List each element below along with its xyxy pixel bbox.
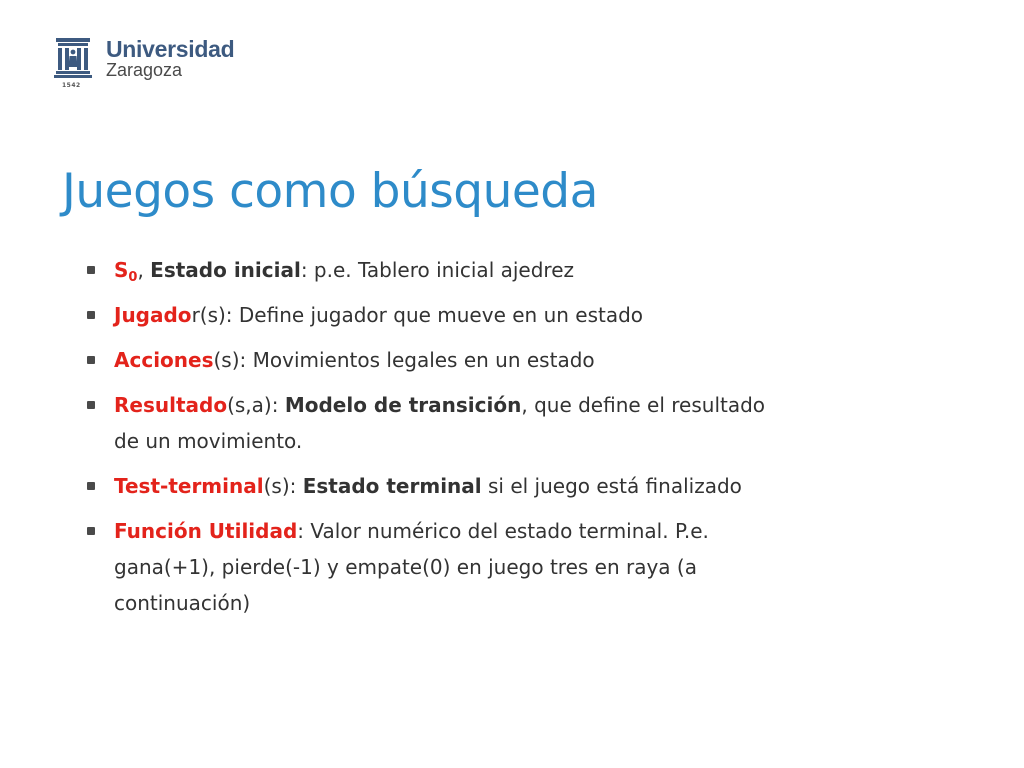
square-bullet-icon [87,482,95,490]
highlight-term: Acciones [114,348,214,372]
logo-city-name: Zaragoza [106,60,183,80]
square-bullet-icon [87,401,95,409]
bullet-text: si el juego está finalizado [481,474,742,498]
bold-term: Estado inicial [150,258,301,282]
logo-year: 1542 [62,82,81,89]
university-building-icon [54,36,94,82]
highlight-term: Test-terminal [114,474,264,498]
highlight-term: Función Utilidad [114,519,298,543]
bold-term: Modelo de transición [284,393,522,417]
highlight-term: Jugado [114,303,192,327]
square-bullet-icon [87,527,95,535]
state-symbol: $S_0$ [114,258,138,285]
square-bullet-icon [87,266,95,274]
bullet-item [86,513,776,621]
bullet-item [86,468,776,504]
bold-term: Estado terminal [302,474,482,498]
slide-title: Juegos como búsqueda [62,164,598,219]
bullet-item [86,252,776,288]
bullet-text: : Valor numérico del estado terminal. P.e. gana(+1), pierde(-1) y empate(0) en juego tres en raya (a continuación) [114,519,709,615]
bullet-text: (s): Movimientos legales en un estado [213,348,595,372]
bullet-item [86,297,776,333]
bullet-text: : p.e. Tablero inicial ajedrez [300,258,575,282]
bullet-text: r(s): Define jugador que mueve en un estado [191,303,644,327]
bullet-item [86,387,776,459]
comma-text: , [137,258,151,282]
state-subscript: 0 [128,270,138,285]
bullet-item [86,342,776,378]
bullet-text-mid: (s): [263,474,303,498]
bullet-list [86,252,776,630]
bullet-text-mid: (s,a): [227,393,285,417]
university-logo [54,36,254,92]
logo-university-name: Universidad [106,36,235,62]
bullet-text: , que define el resultado de un movimiento. [114,393,766,453]
highlight-term: Resultado [114,393,228,417]
square-bullet-icon [87,356,95,364]
square-bullet-icon [87,311,95,319]
